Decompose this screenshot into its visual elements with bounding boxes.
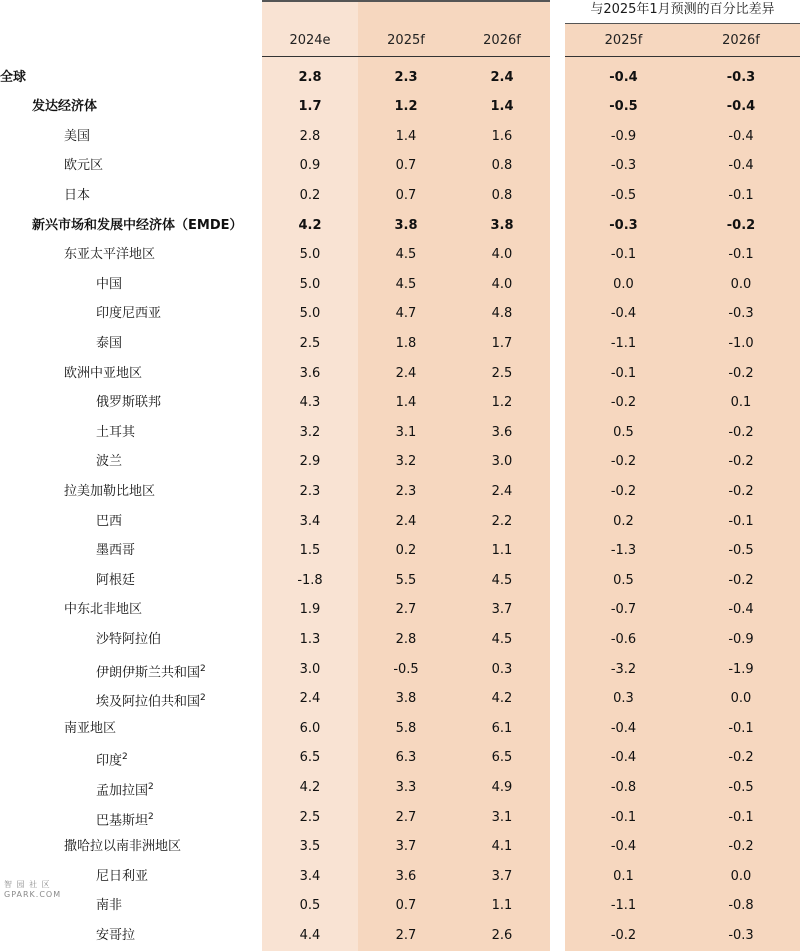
cell-value: 2.4: [299, 691, 321, 707]
table-row: [0, 240, 800, 270]
cell-value: 0.0: [613, 276, 634, 292]
cell-value: -0.4: [728, 128, 754, 144]
row-label-text: 波兰: [96, 454, 123, 470]
table-row: [0, 773, 800, 803]
cell-value: 0.7: [395, 898, 417, 914]
cell-value: 4.2: [298, 217, 322, 233]
row-label: [64, 477, 155, 507]
table-row: [0, 684, 800, 714]
table-row: [0, 862, 800, 892]
cell-value: -0.3: [728, 927, 754, 943]
cell-value: 4.5: [395, 276, 417, 292]
cell-value: 0.3: [613, 691, 634, 707]
cell-value: 3.6: [299, 365, 321, 381]
row-label: [96, 299, 161, 329]
cell-value: 3.7: [491, 602, 513, 618]
row-label-text: 东亚太平洋地区: [64, 247, 156, 263]
row-label: [96, 566, 135, 596]
table-row: [0, 63, 800, 93]
top-rule-left: [262, 0, 550, 2]
cell-value: 0.2: [395, 543, 417, 559]
cell-value: -0.2: [728, 839, 754, 855]
cell-value: -0.2: [610, 395, 637, 411]
row-label-text: 欧洲中亚地区: [64, 365, 143, 381]
cell-value: 2.6: [491, 927, 513, 943]
cell-value: 1.9: [299, 602, 321, 618]
cell-value: 4.7: [395, 306, 417, 322]
cell-value: -1.1: [610, 898, 637, 914]
footnote-marker: 2: [122, 752, 128, 763]
cell-value: -0.5: [393, 661, 419, 677]
cell-value: 2.4: [491, 483, 513, 499]
table-row: [0, 921, 800, 951]
cell-value: 6.5: [491, 750, 513, 766]
cell-value: -0.1: [610, 247, 637, 263]
footnote-marker: 2: [200, 693, 206, 704]
cell-value: -0.1: [610, 365, 637, 381]
row-label-text: 美国: [64, 128, 91, 144]
cell-value: 2.2: [491, 513, 513, 529]
cell-value: -0.3: [609, 217, 638, 233]
row-label: [64, 832, 181, 862]
cell-value: 3.0: [299, 661, 321, 677]
difference-header-rule: [565, 23, 800, 24]
row-label: [0, 63, 26, 93]
cell-value: 4.8: [491, 306, 513, 322]
cell-value: 0.0: [730, 691, 752, 707]
row-label: [96, 655, 206, 688]
row-label: [96, 536, 135, 566]
cell-value: 2.7: [395, 927, 417, 943]
cell-value: 2.5: [299, 335, 321, 351]
cell-value: -0.2: [610, 927, 637, 943]
cell-value: 1.1: [491, 543, 513, 559]
cell-value: -0.4: [728, 158, 754, 174]
cell-value: -0.2: [728, 572, 754, 588]
cell-value: 3.7: [491, 868, 513, 884]
cell-value: -3.2: [610, 661, 637, 677]
cell-value: 3.8: [394, 217, 418, 233]
watermark: [4, 880, 61, 900]
cell-value: 3.8: [395, 691, 417, 707]
cell-value: 1.7: [491, 335, 513, 351]
table-row: [0, 536, 800, 566]
cell-value: -1.9: [728, 661, 754, 677]
cell-value: 1.2: [491, 395, 513, 411]
cell-value: 2.5: [299, 809, 321, 825]
cell-value: -0.1: [728, 247, 754, 263]
row-label-text: 日本: [64, 187, 91, 203]
cell-value: 4.3: [299, 395, 321, 411]
difference-header: 与2025年1月预测的百分比差异: [565, 0, 800, 24]
header-rule-right: [565, 56, 800, 57]
cell-value: -0.5: [609, 99, 638, 115]
cell-value: 4.2: [491, 691, 513, 707]
row-label-text: 中国: [96, 276, 123, 292]
table-row: [0, 359, 800, 389]
row-label: [96, 329, 122, 359]
row-label-text: 撒哈拉以南非洲地区: [64, 839, 182, 855]
row-label: [96, 447, 122, 477]
row-label-text: 尼日利亚: [96, 868, 149, 884]
cell-value: 0.1: [613, 868, 634, 884]
row-label: [32, 92, 97, 122]
row-label: [96, 743, 128, 776]
cell-value: 3.7: [395, 839, 417, 855]
row-label-text: 泰国: [96, 335, 123, 351]
row-label: [64, 240, 155, 270]
cell-value: -0.1: [610, 809, 637, 825]
cell-value: 2.4: [490, 69, 514, 85]
cell-value: 2.3: [395, 483, 417, 499]
cell-value: 1.4: [490, 99, 514, 115]
row-label: [96, 418, 135, 448]
cell-value: 5.8: [395, 720, 417, 736]
row-label-text: 拉美加勒比地区: [64, 483, 156, 499]
cell-value: 0.5: [613, 572, 634, 588]
footnote-marker: 2: [148, 781, 154, 792]
cell-value: -0.2: [728, 424, 754, 440]
cell-value: 3.8: [490, 217, 514, 233]
column-header-2025f: 2025f: [387, 33, 425, 48]
row-label: [96, 625, 161, 655]
cell-value: -0.8: [610, 779, 637, 795]
table-row: [0, 299, 800, 329]
cell-value: 3.4: [299, 868, 321, 884]
cell-value: 6.3: [395, 750, 417, 766]
table-row: [0, 743, 800, 773]
row-label-text: 安哥拉: [96, 927, 136, 943]
header-rule-left: [262, 56, 550, 57]
row-label-text: 孟加拉国: [96, 783, 149, 799]
row-label-text: 阿根廷: [96, 572, 136, 588]
cell-value: 0.8: [491, 187, 513, 203]
cell-value: 0.9: [299, 158, 321, 174]
row-label: [96, 270, 122, 300]
table-row: [0, 477, 800, 507]
cell-value: -0.4: [610, 720, 637, 736]
cell-value: -0.3: [726, 69, 756, 85]
row-label: [96, 921, 135, 951]
cell-value: -0.1: [728, 187, 754, 203]
cell-value: 1.3: [299, 631, 321, 647]
table-row: [0, 388, 800, 418]
row-label: [64, 714, 116, 744]
cell-value: 4.2: [299, 779, 321, 795]
row-label-text: 巴基斯坦: [96, 812, 149, 828]
cell-value: -1.0: [728, 335, 754, 351]
row-label: [96, 388, 161, 418]
table-row: [0, 418, 800, 448]
cell-value: 2.7: [395, 809, 417, 825]
watermark-line-2: GPARK.COM: [4, 890, 62, 899]
cell-value: -0.2: [610, 483, 637, 499]
row-label-text: 伊朗伊斯兰共和国: [96, 664, 201, 680]
cell-value: -0.3: [610, 158, 637, 174]
table-row: [0, 211, 800, 241]
cell-value: -0.2: [728, 750, 754, 766]
cell-value: 1.7: [298, 99, 322, 115]
row-label: [64, 359, 142, 389]
cell-value: -0.9: [610, 128, 637, 144]
row-label-text: 土耳其: [96, 424, 136, 440]
row-label: [64, 595, 142, 625]
cell-value: 0.7: [395, 187, 417, 203]
cell-value: 3.1: [395, 424, 417, 440]
table-row: [0, 595, 800, 625]
row-label-text: 南非: [96, 898, 123, 914]
cell-value: 5.0: [299, 306, 321, 322]
row-label: [96, 684, 206, 717]
row-label: [64, 181, 90, 211]
table-row: [0, 714, 800, 744]
row-label-text: 全球: [0, 69, 27, 85]
cell-value: -0.3: [728, 306, 754, 322]
cell-value: 3.6: [395, 868, 417, 884]
row-label-text: 印度: [96, 753, 123, 769]
cell-value: 1.4: [395, 395, 417, 411]
cell-value: -0.2: [728, 483, 754, 499]
cell-value: -0.2: [610, 454, 637, 470]
cell-value: 0.7: [395, 158, 417, 174]
cell-value: 0.1: [730, 395, 752, 411]
cell-value: -0.5: [728, 543, 754, 559]
row-label-text: 沙特阿拉伯: [96, 631, 162, 647]
cell-value: -0.1: [728, 809, 754, 825]
cell-value: 1.5: [299, 543, 321, 559]
row-label-text: 印度尼西亚: [96, 306, 162, 322]
cell-value: 5.0: [299, 276, 321, 292]
cell-value: 0.0: [730, 276, 752, 292]
cell-value: -0.4: [609, 69, 638, 85]
cell-value: 3.5: [299, 839, 321, 855]
cell-value: 2.4: [395, 513, 417, 529]
footnote-marker: 2: [148, 811, 154, 822]
cell-value: -1.3: [610, 543, 637, 559]
table-row: [0, 447, 800, 477]
table-row: [0, 92, 800, 122]
cell-value: -0.4: [726, 99, 756, 115]
table-row: [0, 270, 800, 300]
cell-value: 0.0: [730, 868, 752, 884]
row-label-text: 巴西: [96, 513, 123, 529]
cell-value: 3.1: [491, 809, 513, 825]
row-label: [64, 151, 103, 181]
cell-value: -0.1: [728, 720, 754, 736]
table-row: [0, 181, 800, 211]
cell-value: 2.9: [299, 454, 321, 470]
row-label: [64, 122, 90, 152]
cell-value: 3.6: [491, 424, 513, 440]
cell-value: -0.5: [728, 779, 754, 795]
cell-value: 0.5: [613, 424, 634, 440]
cell-value: 2.4: [395, 365, 417, 381]
cell-value: 4.4: [299, 927, 321, 943]
row-label-text: 发达经济体: [32, 99, 98, 115]
cell-value: -1.1: [610, 335, 637, 351]
cell-value: 6.0: [299, 720, 321, 736]
row-label-text: 俄罗斯联邦: [96, 395, 162, 411]
row-label: [96, 803, 154, 836]
cell-value: 5.5: [395, 572, 417, 588]
table-row: [0, 122, 800, 152]
cell-value: 0.3: [491, 661, 513, 677]
cell-value: 0.2: [613, 513, 634, 529]
row-label-text: 墨西哥: [96, 543, 136, 559]
row-label-text: 埃及阿拉伯共和国: [96, 694, 201, 710]
cell-value: 0.2: [299, 187, 321, 203]
cell-value: -0.4: [610, 750, 637, 766]
cell-value: 5.0: [299, 247, 321, 263]
cell-value: 1.2: [394, 99, 418, 115]
table-row: [0, 832, 800, 862]
cell-value: 4.1: [491, 839, 513, 855]
table-row: [0, 655, 800, 685]
column-header-diff-2026f: 2026f: [722, 33, 760, 48]
cell-value: 2.8: [395, 631, 417, 647]
cell-value: -0.4: [610, 306, 637, 322]
cell-value: 3.2: [299, 424, 321, 440]
cell-value: 4.0: [491, 276, 513, 292]
cell-value: 1.1: [491, 898, 513, 914]
cell-value: -0.8: [728, 898, 754, 914]
cell-value: 0.8: [491, 158, 513, 174]
cell-value: 2.8: [298, 69, 322, 85]
cell-value: -0.4: [610, 839, 637, 855]
cell-value: -0.2: [728, 454, 754, 470]
table-row: [0, 329, 800, 359]
cell-value: 1.4: [395, 128, 417, 144]
cell-value: -0.2: [726, 217, 756, 233]
row-label: [96, 891, 122, 921]
column-header-2026f: 2026f: [483, 33, 521, 48]
column-header-diff-2025f: 2025f: [604, 33, 643, 48]
footnote-marker: 2: [200, 663, 206, 674]
table-row: [0, 507, 800, 537]
cell-value: 3.4: [299, 513, 321, 529]
table-row: [0, 803, 800, 833]
column-header-2024e: 2024e: [289, 33, 331, 48]
cell-value: -0.4: [728, 602, 754, 618]
cell-value: -0.7: [610, 602, 637, 618]
row-label: [32, 211, 243, 241]
cell-value: 1.6: [491, 128, 513, 144]
cell-value: 4.5: [491, 572, 513, 588]
cell-value: 3.0: [491, 454, 513, 470]
cell-value: -1.8: [297, 572, 323, 588]
cell-value: 2.7: [395, 602, 417, 618]
row-label-text: 中东北非地区: [64, 602, 143, 618]
table-row: [0, 566, 800, 596]
row-label-text: 欧元区: [64, 158, 104, 174]
cell-value: -0.1: [728, 513, 754, 529]
cell-value: -0.2: [728, 365, 754, 381]
cell-value: 4.0: [491, 247, 513, 263]
cell-value: 4.9: [491, 779, 513, 795]
cell-value: 6.5: [299, 750, 321, 766]
table-row: [0, 151, 800, 181]
cell-value: 3.3: [395, 779, 417, 795]
cell-value: 0.5: [299, 898, 321, 914]
row-label: [96, 862, 148, 892]
cell-value: -0.9: [728, 631, 754, 647]
row-label: [96, 773, 154, 806]
cell-value: 2.8: [299, 128, 321, 144]
cell-value: 4.5: [491, 631, 513, 647]
cell-value: 2.3: [299, 483, 321, 499]
cell-value: 6.1: [491, 720, 513, 736]
cell-value: 3.2: [395, 454, 417, 470]
cell-value: -0.6: [610, 631, 637, 647]
row-label-text: 南亚地区: [64, 720, 117, 736]
table-row: [0, 625, 800, 655]
watermark-line-1: 智 园 社 区: [4, 880, 51, 889]
cell-value: 1.8: [395, 335, 417, 351]
cell-value: 4.5: [395, 247, 417, 263]
cell-value: -0.5: [610, 187, 637, 203]
cell-value: 2.5: [491, 365, 513, 381]
row-label-text: 新兴市场和发展中经济体（EMDE）: [32, 217, 243, 233]
row-label: [96, 507, 122, 537]
cell-value: 2.3: [394, 69, 418, 85]
table-row: [0, 891, 800, 921]
